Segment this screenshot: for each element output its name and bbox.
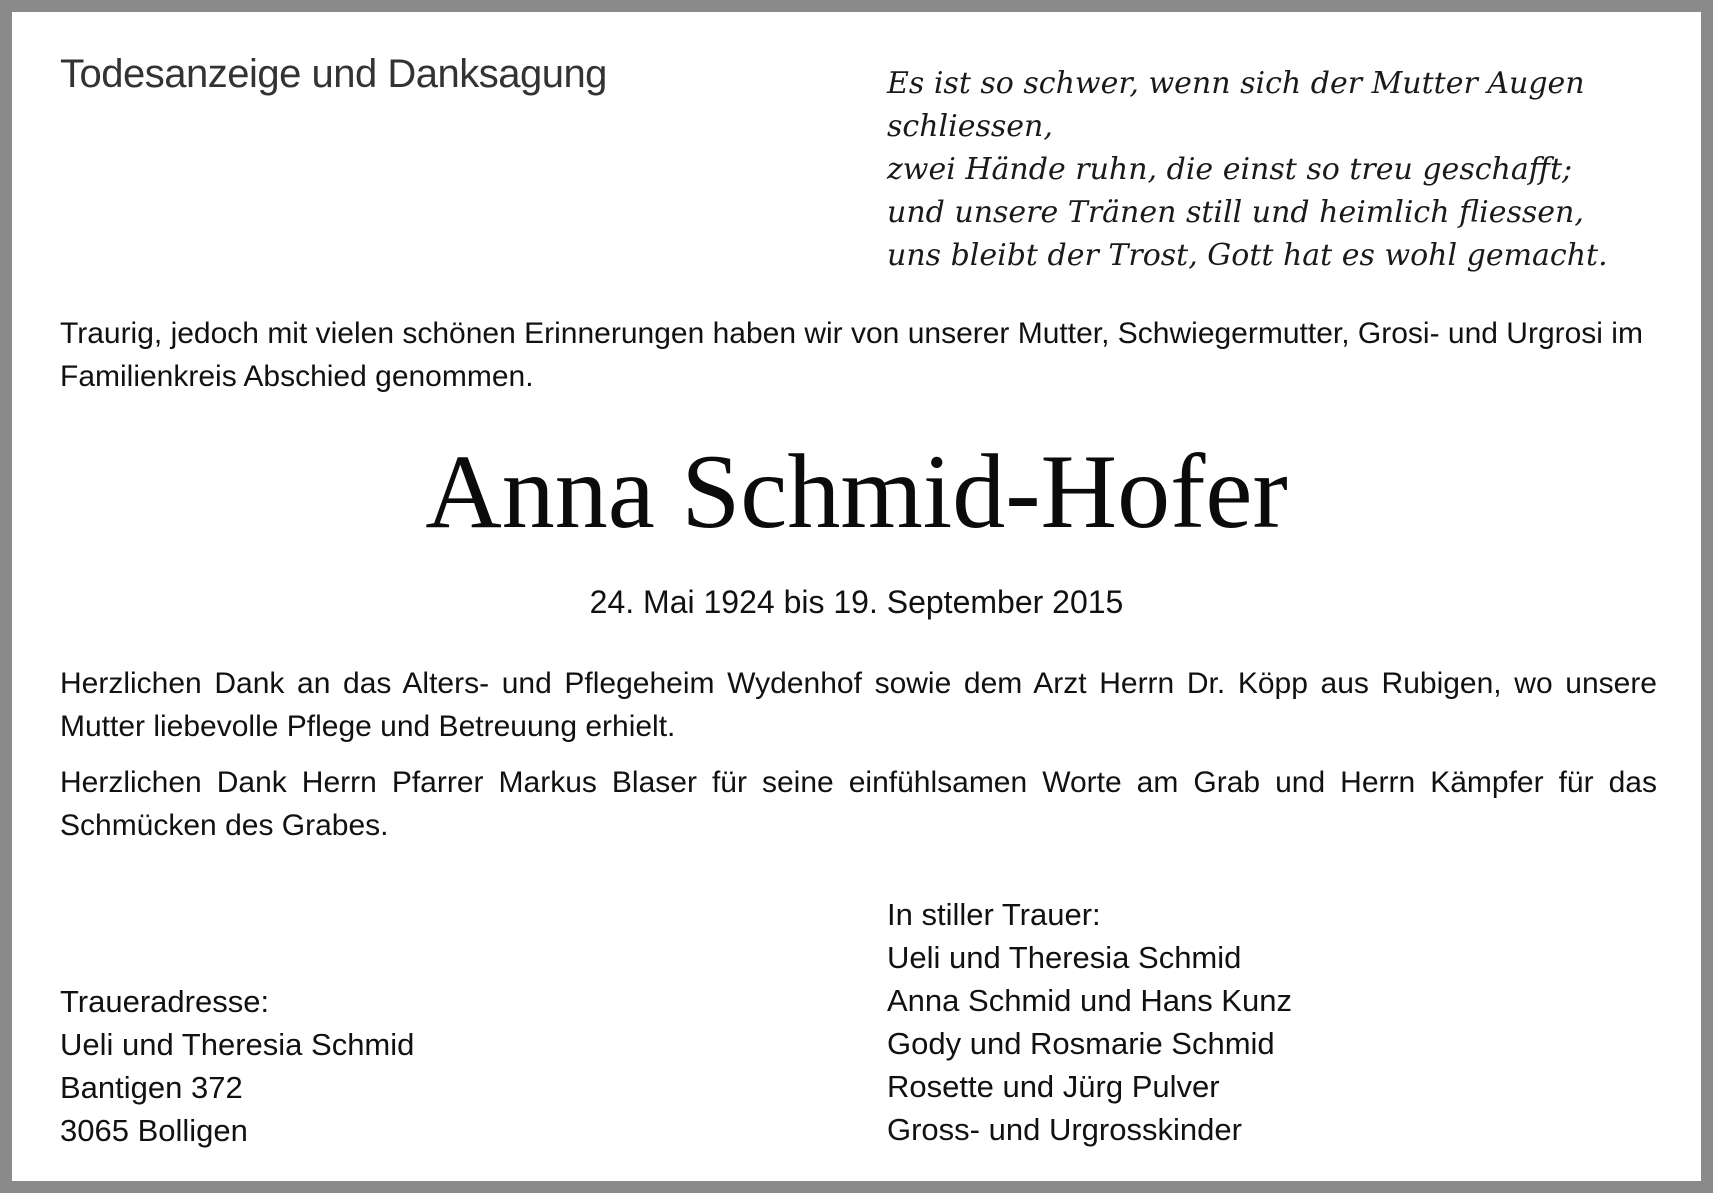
poem-line: Es ist so schwer, wenn sich der Mutter Augen [887, 66, 1585, 101]
address-line: Ueli und Theresia Schmid [60, 1027, 415, 1062]
poem-line: und unsere Tränen still und heimlich fliessen, [887, 195, 1584, 230]
address-label: Traueradresse: [60, 984, 270, 1019]
intro-paragraph: Traurig, jedoch mit vielen schönen Erinnerungen haben wir von unserer Mutter, Schwiegermutter, Grosi- und Urgrosi im Familienkreis Abschied genommen. [60, 317, 1643, 393]
mourner-line: Gody und Rosmarie Schmid [887, 1026, 1275, 1061]
mourners-label: In stiller Trauer: [887, 897, 1101, 932]
memorial-poem [887, 62, 1607, 277]
mourner-line: Anna Schmid und Hans Kunz [887, 983, 1292, 1018]
mourner-line: Rosette und Jürg Pulver [887, 1069, 1220, 1104]
thanks-section [60, 662, 1657, 860]
notice-heading: Todesanzeige und Danksagung [60, 52, 607, 96]
poem-line: uns bleibt der Trost, Gott hat es wohl gemacht. [887, 238, 1608, 273]
poem-line: zwei Hände ruhn, die einst so treu geschafft; [887, 152, 1573, 187]
mourner-line: Gross- und Urgrosskinder [887, 1112, 1242, 1147]
life-dates: 24. Mai 1924 bis 19. September 2015 [589, 584, 1124, 620]
address-line: 3065 Bolligen [60, 1113, 248, 1148]
obituary-card [12, 12, 1701, 1181]
address-line: Bantigen 372 [60, 1070, 243, 1105]
thanks-paragraph: Herzlichen Dank Herrn Pfarrer Markus Blaser für seine einfühlsamen Worte am Grab und Herrn Kämpfer für das Schmücken des Grabes. [60, 766, 1657, 842]
mourning-address [60, 980, 414, 1152]
mourner-line: Ueli und Theresia Schmid [887, 940, 1242, 975]
mourners-list [887, 893, 1292, 1151]
deceased-name: Anna Schmid-Hofer [425, 433, 1288, 550]
poem-line: schliessen, [887, 109, 1053, 144]
thanks-paragraph: Herzlichen Dank an das Alters- und Pflegeheim Wydenhof sowie dem Arzt Herrn Dr. Köpp aus Rubigen, wo unsere Mutter liebevolle Pflege und Betreuung erhielt. [60, 667, 1657, 743]
